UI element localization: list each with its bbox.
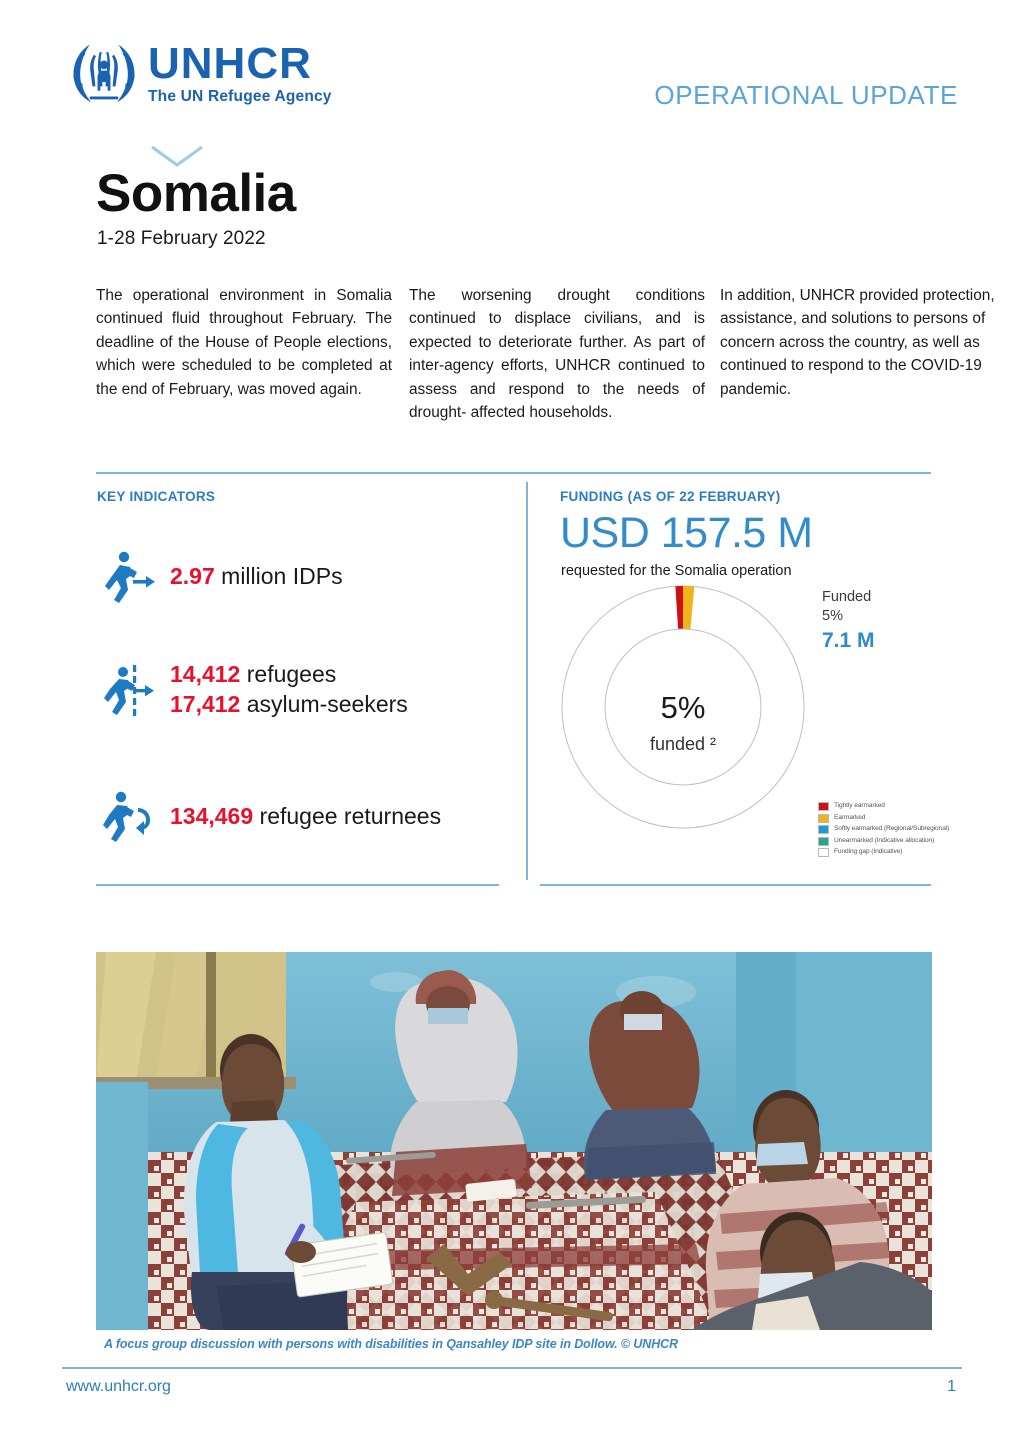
- footer-website-link[interactable]: www.unhcr.org: [66, 1378, 171, 1395]
- legend-swatch-softly-earmarked: [818, 825, 829, 834]
- intro-paragraph-1: The operational environment in Somalia continued fluid throughout February. The deadline of the House of People elections, which were scheduled to be completed at the end of February, was moved again.: [96, 287, 392, 398]
- section-divider-top: [96, 472, 931, 474]
- key-indicator-idps: [100, 548, 343, 606]
- legend-swatch-tightly-earmarked: [818, 802, 829, 811]
- report-period: 1-28 February 2022: [97, 228, 266, 249]
- funding-donut-center-percent: 5%: [660, 690, 706, 725]
- legend-label-earmarked: Earmarked: [834, 813, 866, 821]
- funding-amount: USD 157.5 M: [560, 509, 813, 557]
- person-displaced-icon: [100, 548, 156, 606]
- key-indicator-refugees-value: 14,412: [170, 661, 241, 687]
- footer-page-number: 1: [947, 1378, 956, 1395]
- key-indicators-heading: KEY INDICATORS: [97, 489, 216, 504]
- photo-caption: A focus group discussion with persons with disabilities in Qansahley IDP site in Dollow. © UNHCR: [104, 1337, 678, 1351]
- feature-photo: [96, 952, 932, 1330]
- funding-heading: FUNDING (AS OF 22 FEBRUARY): [560, 489, 781, 504]
- legend-label-unearmarked: Unearmarked (Indicative allocation): [834, 836, 935, 844]
- key-indicator-asylum-label: asylum-seekers: [246, 690, 408, 717]
- key-indicator-refugees-text: [170, 660, 408, 720]
- key-indicator-refugees: [100, 660, 408, 720]
- unhcr-emblem-icon: [68, 36, 140, 108]
- key-indicator-returnees-value: 134,469: [170, 803, 254, 830]
- unhcr-wordmark: UNHCR: [148, 39, 312, 88]
- legend-item: [818, 847, 949, 859]
- document-type-label: OPERATIONAL UPDATE: [654, 80, 958, 110]
- person-returning-icon: [100, 788, 156, 846]
- section-divider-vertical: [526, 482, 528, 880]
- intro-paragraph-3: In addition, UNHCR provided protection, assistance, and solutions to persons of concern across the country, as well as continued to respond to the COVID-19 pandemic.: [720, 287, 995, 398]
- legend-label-tightly-earmarked: Tightly earmarked: [834, 802, 885, 810]
- key-indicator-returnees-label: refugee returnees: [259, 803, 442, 830]
- section-divider-bottom-left: [96, 884, 499, 886]
- funding-legend: [818, 801, 949, 859]
- unhcr-logo-text: [148, 36, 332, 105]
- unhcr-logo: [68, 36, 332, 108]
- legend-item: [818, 836, 949, 848]
- unhcr-tagline: The UN Refugee Agency: [148, 88, 332, 105]
- page-title: Somalia: [96, 164, 296, 223]
- funding-callout-amount: 7.1 M: [822, 629, 875, 653]
- intro-columns: [96, 284, 1024, 454]
- key-indicator-returnees-text: [170, 802, 441, 832]
- footer-divider: [62, 1367, 962, 1369]
- person-border-crossing-icon: [100, 661, 156, 719]
- key-indicator-idps-text: [170, 562, 343, 592]
- key-indicator-idps-value: 2.97: [170, 563, 215, 590]
- legend-item: [818, 824, 949, 836]
- legend-swatch-earmarked: [818, 814, 829, 823]
- funding-callout-label: Funded: [822, 589, 872, 605]
- funding-subtitle: requested for the Somalia operation: [561, 563, 792, 579]
- key-indicator-refugees-label: refugees: [246, 661, 337, 687]
- key-indicator-idps-label: million IDPs: [221, 563, 343, 590]
- intro-paragraph-2: The worsening drought conditions continued to displace civilians, and is expected to deteriorate further. As part of inter-agency efforts, UNHCR continued to assess and respond to the needs of drought- affected households.: [409, 287, 705, 422]
- legend-label-softly-earmarked: Softly earmarked (Regional/Subregional): [834, 825, 950, 833]
- legend-swatch-funding-gap: [818, 848, 829, 857]
- legend-item: [818, 813, 949, 825]
- key-indicator-asylum-value: 17,412: [170, 690, 241, 717]
- funding-donut-center-label: funded ²: [649, 734, 717, 754]
- key-indicator-returnees: [100, 788, 441, 846]
- legend-item: [818, 801, 949, 813]
- funding-callout-percent: 5%: [822, 608, 843, 625]
- funding-callout: [822, 588, 875, 653]
- page-header: [0, 0, 1024, 130]
- legend-swatch-unearmarked: [818, 837, 829, 846]
- legend-label-funding-gap: Funding gap (Indicative): [834, 848, 903, 856]
- section-divider-bottom-right: [540, 884, 931, 886]
